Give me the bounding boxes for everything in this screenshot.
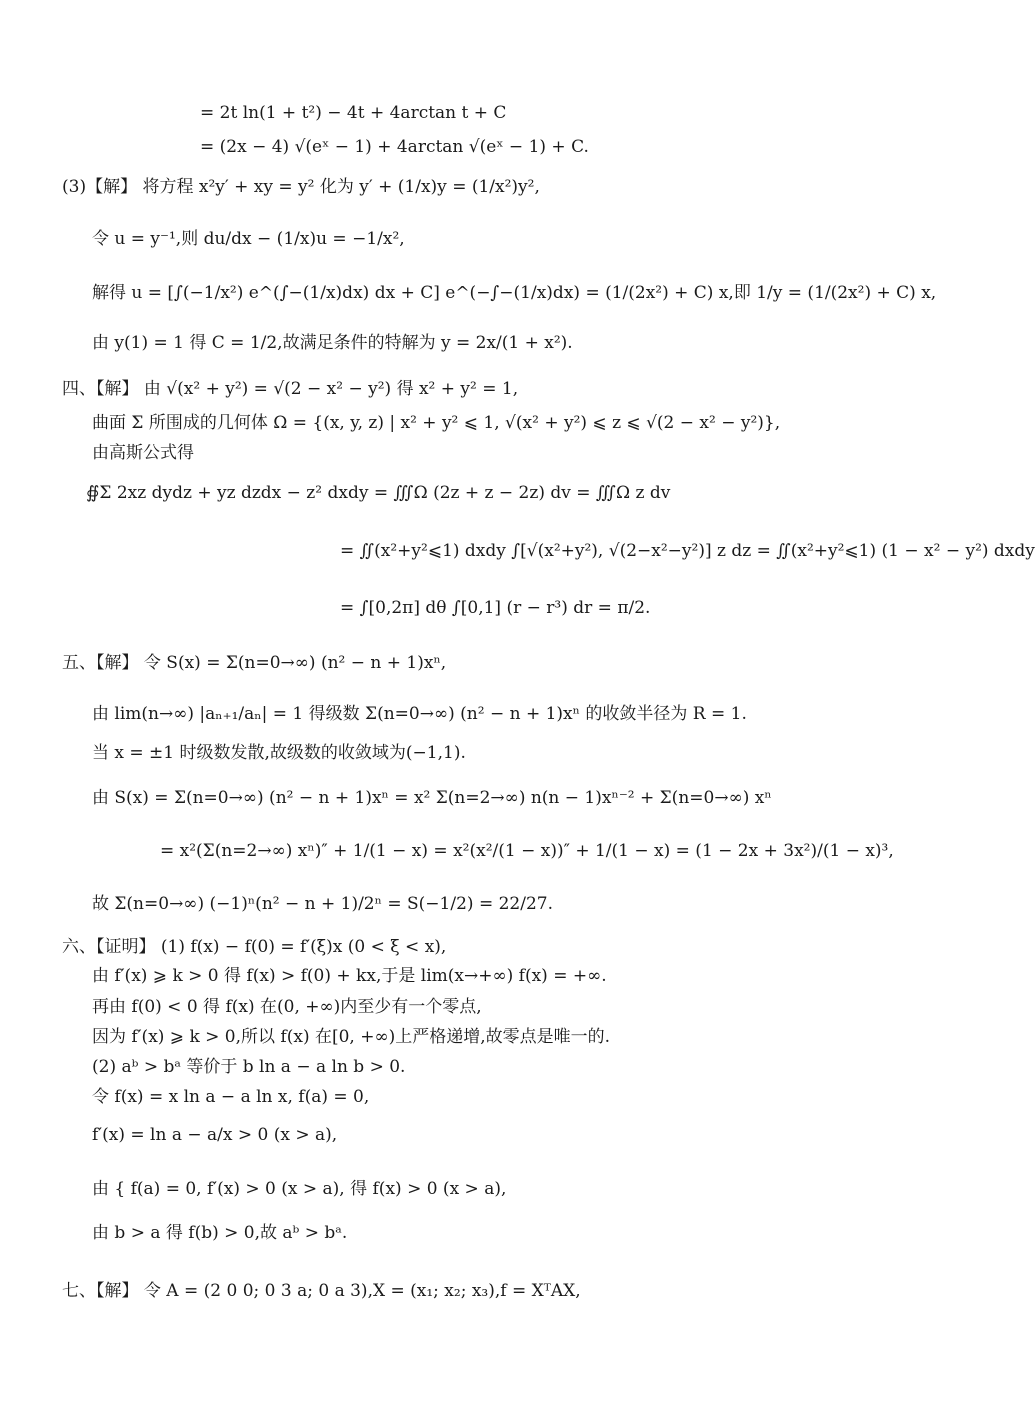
line-19: 六、【证明】 (1) f(x) − f(0) = f′(ξ)x (0 < ξ < x), — [62, 937, 447, 957]
line-25: f′(x) = ln a − a/x > 0 (x > a), — [92, 1125, 338, 1145]
line-24: 令 f(x) = x ln a − a ln x, f(a) = 0, — [92, 1087, 370, 1107]
line-12: = ∫[0,2π] dθ ∫[0,1] (r − r³) dr = π/2. — [340, 598, 651, 618]
line-7: 四、【解】 由 √(x² + y²) = √(2 − x² − y²) 得 x² + y² = 1, — [62, 379, 519, 399]
line-13: 五、【解】 令 S(x) = Σ(n=0→∞) (n² − n + 1)xⁿ, — [62, 653, 447, 673]
line-16: 由 S(x) = Σ(n=0→∞) (n² − n + 1)xⁿ = x² Σ(n=2→∞) n(n − 1)xⁿ⁻² + Σ(n=0→∞) xⁿ — [92, 788, 772, 808]
line-21: 再由 f(0) < 0 得 f(x) 在(0, +∞)内至少有一个零点, — [92, 997, 482, 1017]
line-3: (3)【解】 将方程 x²y′ + xy = y² 化为 y′ + (1/x)y = (1/x²)y², — [62, 177, 540, 197]
line-2: = (2x − 4) √(eˣ − 1) + 4arctan √(eˣ − 1) + C. — [200, 137, 589, 157]
line-18: 故 Σ(n=0→∞) (−1)ⁿ(n² − n + 1)/2ⁿ = S(−1/2) = 22/27. — [92, 894, 553, 914]
line-10: ∯Σ 2xz dydz + yz dzdx − z² dxdy = ∭Ω (2z + z − 2z) dv = ∭Ω z dv — [86, 483, 671, 503]
line-22: 因为 f′(x) ⩾ k > 0,所以 f(x) 在[0, +∞)上严格递增,故零点是唯一的. — [92, 1027, 611, 1047]
line-27: 由 b > a 得 f(b) > 0,故 aᵇ > bᵃ. — [92, 1223, 348, 1243]
line-14: 由 lim(n→∞) |aₙ₊₁/aₙ| = 1 得级数 Σ(n=0→∞) (n² − n + 1)xⁿ 的收敛半径为 R = 1. — [92, 704, 747, 724]
line-15: 当 x = ±1 时级数发散,故级数的收敛域为(−1,1). — [92, 743, 466, 763]
line-23: (2) aᵇ > bᵃ 等价于 b ln a − a ln b > 0. — [92, 1057, 406, 1077]
line-8: 曲面 Σ 所围成的几何体 Ω = {(x, y, z) | x² + y² ⩽ 1, √(x² + y²) ⩽ z ⩽ √(2 − x² − y²)}, — [92, 413, 781, 433]
line-4: 令 u = y⁻¹,则 du/dx − (1/x)u = −1/x², — [92, 229, 405, 249]
line-6: 由 y(1) = 1 得 C = 1/2,故满足条件的特解为 y = 2x/(1 + x²). — [92, 333, 573, 353]
line-5: 解得 u = [∫(−1/x²) e^(∫−(1/x)dx) dx + C] e^(−∫−(1/x)dx) = (1/(2x²) + C) x,即 1/y = (1/(2x²) + C) x, — [92, 283, 937, 303]
line-26: 由 { f(a) = 0, f′(x) > 0 (x > a), 得 f(x) > 0 (x > a), — [92, 1179, 507, 1199]
line-28: 七、【解】 令 A = (2 0 0; 0 3 a; 0 a 3),X = (x₁; x₂; x₃),f = XᵀAX, — [62, 1281, 581, 1301]
line-20: 由 f′(x) ⩾ k > 0 得 f(x) > f(0) + kx,于是 lim(x→+∞) f(x) = +∞. — [92, 966, 607, 986]
line-17: = x²(Σ(n=2→∞) xⁿ)″ + 1/(1 − x) = x²(x²/(1 − x))″ + 1/(1 − x) = (1 − 2x + 3x²)/(1 − x)³, — [160, 841, 894, 861]
line-11: = ∬(x²+y²⩽1) dxdy ∫[√(x²+y²), √(2−x²−y²)] z dz = ∬(x²+y²⩽1) (1 − x² − y²) dxdy — [340, 541, 1035, 561]
line-1: = 2t ln(1 + t²) − 4t + 4arctan t + C — [200, 103, 507, 123]
line-9: 由高斯公式得 — [92, 443, 194, 463]
